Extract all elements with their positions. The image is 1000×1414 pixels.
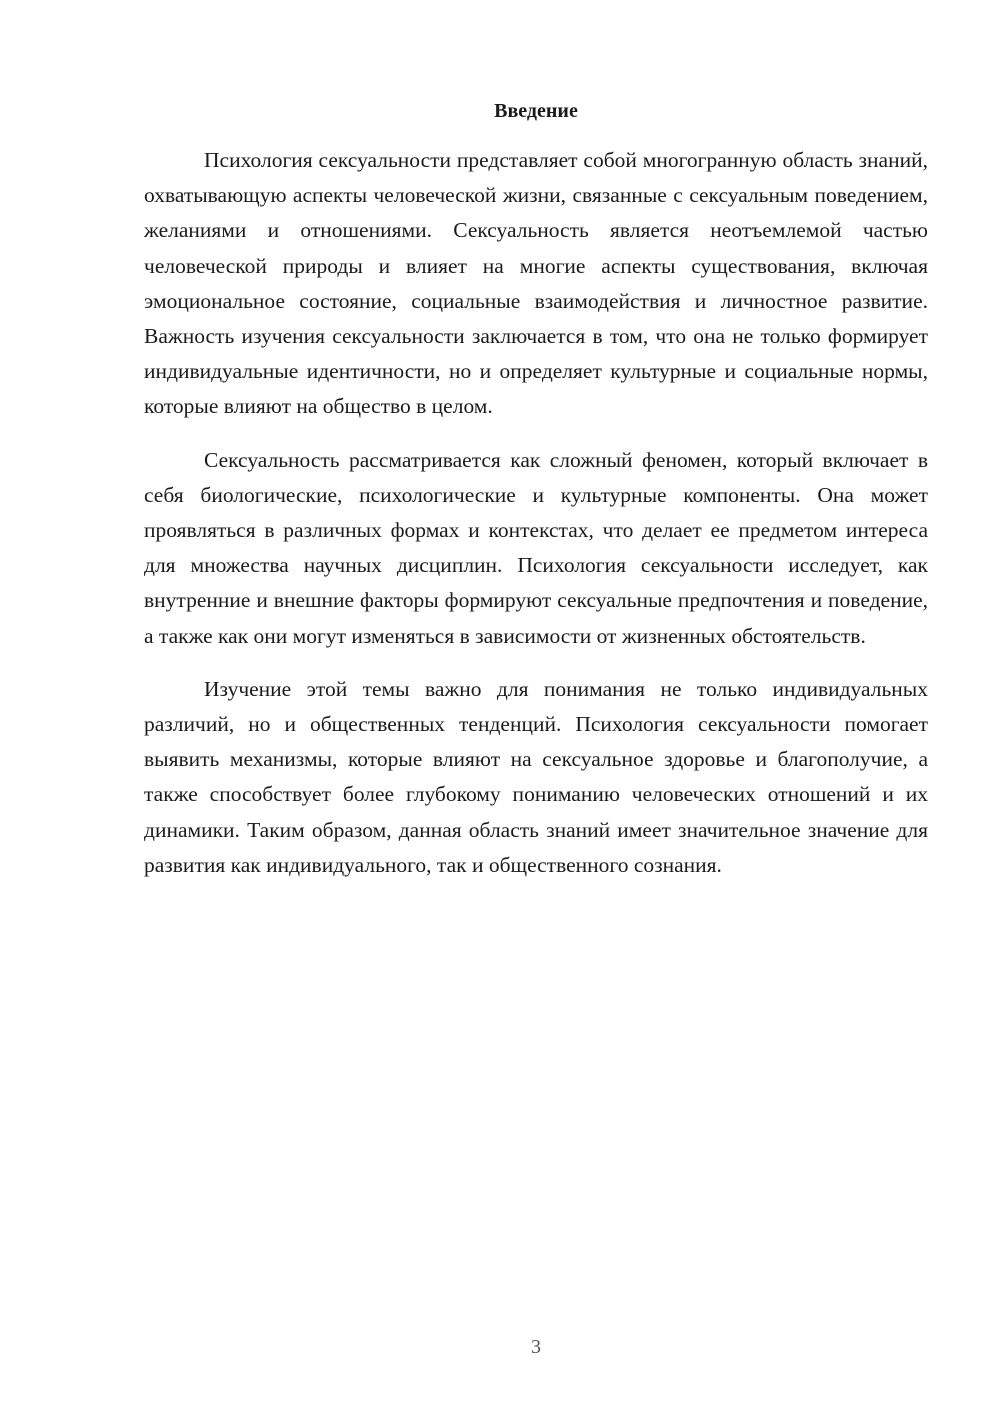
page-title: Введение bbox=[494, 100, 578, 122]
paragraph-3: Изучение этой темы важно для понимания не только индивидуальных различий, но и общественных тенденций. Психология сексуальности помогает выявить механизмы, которые влияют на сексуальное здоровье и благополучие, а также способствует более глубокому пониманию человеческих отношений и их динамики. Таким образом, данная область знаний имеет значительное значение для развития как индивидуального, так и общественного сознания. bbox=[144, 676, 928, 877]
paragraph-2: Сексуальность рассматривается как сложный феномен, который включает в себя биологические, психологические и культурные компоненты. Она может проявляться в различных формах и контекстах, что делает ее предметом интереса для множества научных дисциплин. Психология сексуальности исследует, как внутренние и внешние факторы формируют сексуальные предпочтения и поведение, а также как они могут изменяться в зависимости от жизненных обстоятельств. bbox=[144, 447, 928, 648]
body-text bbox=[144, 143, 928, 901]
page-number: 3 bbox=[531, 1336, 541, 1358]
paragraph-1: Психология сексуальности представляет собой многогранную область знаний, охватывающую аспекты человеческой жизни, связанные с сексуальным поведением, желаниями и отношениями. Сексуальность является неотъемлемой частью человеческой природы и влияет на многие аспекты существования, включая эмоциональное состояние, социальные взаимодействия и личностное развитие. Важность изучения сексуальности заключается в том, что она не только формирует индивидуальные идентичности, но и определяет культурные и социальные нормы, которые влияют на общество в целом. bbox=[144, 148, 928, 419]
